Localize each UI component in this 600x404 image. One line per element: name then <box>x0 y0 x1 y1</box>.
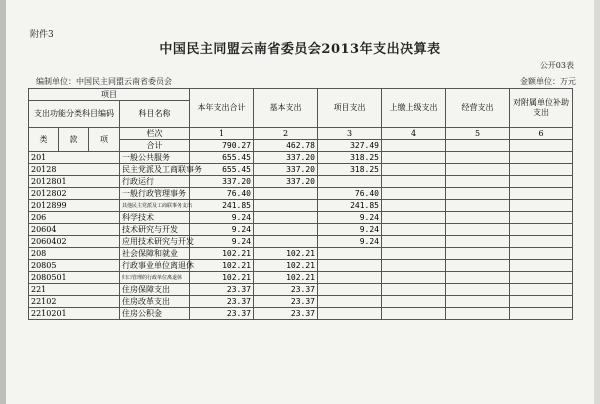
table-row <box>29 224 573 236</box>
project-cell: 9.24 <box>318 236 382 248</box>
subject-name-cell: 科学技术 <box>120 212 190 224</box>
project-cell <box>318 272 382 284</box>
table-row <box>29 188 573 200</box>
document-title: 中国民主同盟云南省委员会2013年支出决算表 <box>159 42 441 57</box>
subsidiary-cell <box>510 152 573 164</box>
upper-cell <box>382 164 446 176</box>
table-row <box>29 164 573 176</box>
func-code-cell: 20604 <box>29 224 120 236</box>
func-code-cell: 2210201 <box>29 308 120 320</box>
subsidiary-cell <box>510 284 573 296</box>
total-cell: 337.20 <box>190 176 254 188</box>
project-cell <box>318 260 382 272</box>
col-number-1: 1 <box>190 128 254 140</box>
expenditure-table <box>28 88 573 320</box>
total-cell: 790.27 <box>190 140 254 152</box>
func-code-cell: 20805 <box>29 260 120 272</box>
business-cell <box>446 212 510 224</box>
upper-cell <box>382 152 446 164</box>
upper-cell <box>382 200 446 212</box>
subsidiary-cell <box>510 272 573 284</box>
project-cell: 9.24 <box>318 224 382 236</box>
basic-cell <box>254 236 318 248</box>
col-number-6: 6 <box>510 128 573 140</box>
upper-cell <box>382 272 446 284</box>
business-cell <box>446 260 510 272</box>
project-cell: 327.49 <box>318 140 382 152</box>
table-row <box>29 272 573 284</box>
project-cell <box>318 284 382 296</box>
subsidiary-cell <box>510 308 573 320</box>
lanci-header: 栏次 <box>120 128 190 140</box>
upper-cell <box>382 308 446 320</box>
subsidiary-cell <box>510 212 573 224</box>
total-cell: 241.85 <box>190 200 254 212</box>
upper-cell <box>382 212 446 224</box>
subject-name-cell: 合计 <box>120 140 190 152</box>
project-cell: 241.85 <box>318 200 382 212</box>
upper-cell <box>382 296 446 308</box>
subject-name-cell: 一般行政管理事务 <box>120 188 190 200</box>
func-code-cell: 2012802 <box>29 188 120 200</box>
subject-name-header: 科目名称 <box>120 101 190 128</box>
business-cell <box>446 224 510 236</box>
upper-cell <box>382 224 446 236</box>
basic-header: 基本支出 <box>254 89 318 128</box>
subsidiary-cell <box>510 140 573 152</box>
table-row <box>29 248 573 260</box>
func-code-cell: 201 <box>29 152 120 164</box>
header-row-1 <box>29 89 573 101</box>
form-number: 公开03表 <box>539 61 574 70</box>
col-number-2: 2 <box>254 128 318 140</box>
basic-cell: 102.21 <box>254 260 318 272</box>
total-cell: 23.37 <box>190 284 254 296</box>
subject-name-cell: 其他民主党派及工商联事务支出 <box>120 200 190 212</box>
project-cell: 76.40 <box>318 188 382 200</box>
business-cell <box>446 248 510 260</box>
upper-header: 上缴上级支出 <box>382 89 446 128</box>
subject-name-cell: 归口管理的行政单位离退休 <box>120 272 190 284</box>
upper-cell <box>382 236 446 248</box>
business-cell <box>446 176 510 188</box>
subsidiary-cell <box>510 200 573 212</box>
basic-cell <box>254 212 318 224</box>
project-header: 项目支出 <box>318 89 382 128</box>
header-row-4 <box>29 128 573 140</box>
subject-name-cell: 应用技术研究与开发 <box>120 236 190 248</box>
table-row <box>29 296 573 308</box>
business-cell <box>446 164 510 176</box>
upper-cell <box>382 260 446 272</box>
func-code-cell: 221 <box>29 284 120 296</box>
total-cell: 9.24 <box>190 224 254 236</box>
business-header: 经营支出 <box>446 89 510 128</box>
subsidiary-header: 对附属单位补助支出 <box>510 89 573 128</box>
table-row <box>29 176 573 188</box>
table-row <box>29 152 573 164</box>
project-cell <box>318 296 382 308</box>
table-row <box>29 200 573 212</box>
basic-cell: 23.37 <box>254 296 318 308</box>
project-cell: 318.25 <box>318 152 382 164</box>
business-cell <box>446 308 510 320</box>
item-header: 项目 <box>29 89 190 101</box>
basic-cell <box>254 188 318 200</box>
appendix-label: 附件3 <box>30 30 54 40</box>
project-cell <box>318 176 382 188</box>
func-code-cell: 2012899 <box>29 200 120 212</box>
table-row <box>29 212 573 224</box>
business-cell <box>446 272 510 284</box>
kuan-header: 款 <box>59 128 89 152</box>
basic-cell: 337.20 <box>254 176 318 188</box>
upper-cell <box>382 176 446 188</box>
subsidiary-cell <box>510 248 573 260</box>
lei-header: 类 <box>29 128 59 152</box>
project-cell: 318.25 <box>318 164 382 176</box>
subject-name-cell: 住房改革支出 <box>120 296 190 308</box>
upper-cell <box>382 284 446 296</box>
basic-cell: 23.37 <box>254 308 318 320</box>
total-header: 本年支出合计 <box>190 89 254 128</box>
subject-name-cell: 行政运行 <box>120 176 190 188</box>
total-cell: 102.21 <box>190 248 254 260</box>
table-row <box>29 236 573 248</box>
total-cell: 102.21 <box>190 260 254 272</box>
subject-name-cell: 技术研究与开发 <box>120 224 190 236</box>
col-number-5: 5 <box>446 128 510 140</box>
business-cell <box>446 152 510 164</box>
func-code-cell: 206 <box>29 212 120 224</box>
basic-cell: 23.37 <box>254 284 318 296</box>
upper-cell <box>382 248 446 260</box>
subject-name-cell: 住房公积金 <box>120 308 190 320</box>
table-row <box>29 284 573 296</box>
basic-cell: 337.20 <box>254 152 318 164</box>
business-cell <box>446 296 510 308</box>
subsidiary-cell <box>510 236 573 248</box>
business-cell <box>446 200 510 212</box>
total-cell: 23.37 <box>190 296 254 308</box>
subsidiary-cell <box>510 176 573 188</box>
subsidiary-cell <box>510 224 573 236</box>
basic-cell: 102.21 <box>254 272 318 284</box>
func-code-cell: 2012801 <box>29 176 120 188</box>
total-cell: 76.40 <box>190 188 254 200</box>
subsidiary-cell <box>510 296 573 308</box>
basic-cell: 102.21 <box>254 248 318 260</box>
business-cell <box>446 188 510 200</box>
upper-cell <box>382 140 446 152</box>
compiling-unit: 编制单位：中国民主同盟云南省委员会 <box>36 77 172 86</box>
money-unit: 金额单位：万元 <box>520 77 576 86</box>
basic-cell <box>254 224 318 236</box>
basic-cell <box>254 200 318 212</box>
upper-cell <box>382 188 446 200</box>
table-row <box>29 260 573 272</box>
func-code-cell: 208 <box>29 248 120 260</box>
table-row <box>29 308 573 320</box>
business-cell <box>446 140 510 152</box>
total-cell: 9.24 <box>190 212 254 224</box>
func-code-cell: 2060402 <box>29 236 120 248</box>
xiang-header: 项 <box>89 128 120 152</box>
func-code-cell: 2080501 <box>29 272 120 284</box>
subject-name-cell: 住房保障支出 <box>120 284 190 296</box>
subsidiary-cell <box>510 188 573 200</box>
subsidiary-cell <box>510 164 573 176</box>
subject-name-cell: 民主党派及工商联事务 <box>120 164 190 176</box>
total-cell: 102.21 <box>190 272 254 284</box>
business-cell <box>446 284 510 296</box>
total-cell: 655.45 <box>190 152 254 164</box>
func-code-cell: 20128 <box>29 164 120 176</box>
subject-name-cell: 行政事业单位离退休 <box>120 260 190 272</box>
subject-name-cell: 一般公共服务 <box>120 152 190 164</box>
subsidiary-cell <box>510 260 573 272</box>
business-cell <box>446 236 510 248</box>
total-cell: 23.37 <box>190 308 254 320</box>
basic-cell: 337.20 <box>254 164 318 176</box>
func-code-cell: 22102 <box>29 296 120 308</box>
total-cell: 9.24 <box>190 236 254 248</box>
func-code-header: 支出功能分类科目编码 <box>29 101 120 128</box>
project-cell: 9.24 <box>318 212 382 224</box>
basic-cell: 462.78 <box>254 140 318 152</box>
project-cell <box>318 308 382 320</box>
project-cell <box>318 248 382 260</box>
col-number-3: 3 <box>318 128 382 140</box>
col-number-4: 4 <box>382 128 446 140</box>
subject-name-cell: 社会保障和就业 <box>120 248 190 260</box>
total-cell: 655.45 <box>190 164 254 176</box>
